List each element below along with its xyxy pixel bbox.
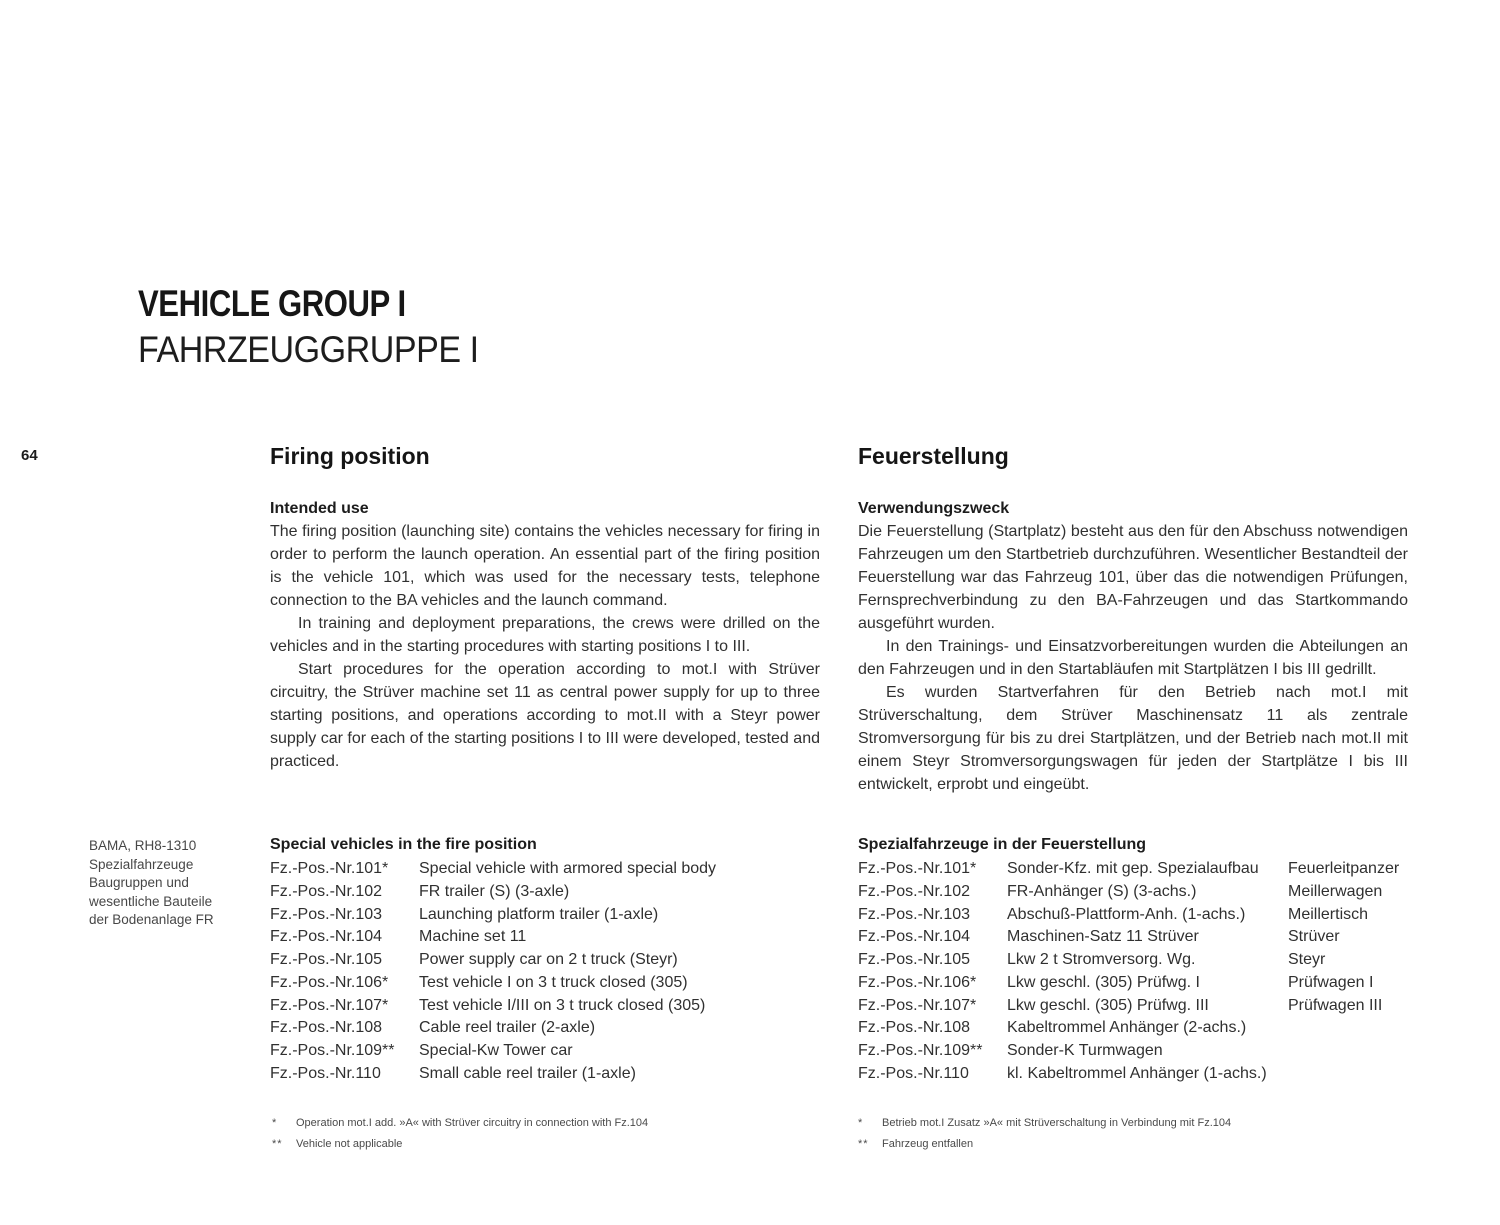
footnote-marker: ** [858, 1138, 869, 1150]
vehicle-description: Kabeltrommel Anhänger (2-achs.) [1007, 1019, 1247, 1037]
vehicle-common-name: Prüfwagen I [1288, 973, 1374, 991]
vehicle-position-number: Fz.-Pos.-Nr.109** [270, 1042, 395, 1059]
vehicle-common-name: Meillertisch [1288, 905, 1369, 923]
vehicle-description: FR trailer (S) (3-axle) [419, 882, 570, 900]
footnote-text: Fahrzeug entfallen [882, 1138, 974, 1150]
table-row [858, 858, 1418, 881]
section-heading-german: Feuerstellung [858, 443, 1009, 469]
vehicle-position-number: Fz.-Pos.-Nr.106* [270, 973, 389, 991]
page-title-english: VEHICLE GROUP I [138, 283, 406, 324]
vehicle-position-number: Fz.-Pos.-Nr.103 [858, 905, 971, 923]
footnote-text: Operation mot.I add. »A« with Strüver circuitry in connection with Fz.104 [296, 1117, 649, 1129]
table-row [858, 949, 1418, 972]
vehicle-position-number: Fz.-Pos.-Nr.102 [270, 882, 383, 900]
vehicle-position-number: Fz.-Pos.-Nr.107* [270, 996, 389, 1014]
vehicle-description: Power supply car on 2 t truck (Steyr) [419, 951, 678, 968]
vehicle-position-number: Fz.-Pos.-Nr.110 [858, 1064, 969, 1082]
table-row [270, 1063, 830, 1086]
archive-reference-line: Spezialfahrzeuge [89, 856, 194, 872]
page-title [138, 281, 508, 373]
vehicle-common-name: Feuerleitpanzer [1288, 860, 1400, 877]
footnote-marker: * [858, 1117, 864, 1129]
vehicle-position-number: Fz.-Pos.-Nr.106* [858, 973, 977, 991]
column-german [858, 443, 1408, 796]
vehicle-position-number: Fz.-Pos.-Nr.105 [858, 951, 971, 968]
table-row [270, 1040, 830, 1063]
table-row [858, 904, 1418, 927]
vehicle-description: Launching platform trailer (1-axle) [419, 905, 659, 923]
table-row [270, 858, 830, 881]
vehicle-list-english [270, 833, 830, 1086]
table-row [270, 1017, 830, 1040]
vehicle-position-number: Fz.-Pos.-Nr.110 [270, 1064, 381, 1082]
table-row [858, 1017, 1418, 1040]
archive-reference-line: der Bodenanlage FR [89, 912, 214, 928]
paragraph: The firing position (launching site) contains the vehicles necessary for firing in order to perform the launch operation. An essential part of the firing position is the vehicle 101, which was used for the necessary tests, telephone connection to the BA vehicles and the launch command. [270, 523, 820, 609]
vehicle-common-name: Meillerwagen [1288, 882, 1383, 900]
vehicle-description: Small cable reel trailer (1-axle) [419, 1064, 636, 1082]
section-heading-english: Firing position [270, 443, 430, 469]
archive-reference [89, 837, 264, 930]
vehicle-common-name: Strüver [1288, 928, 1340, 946]
paragraph: Die Feuerstellung (Startplatz) besteht aus den für den Abschuss notwendigen Fahrzeugen um den Startbetrieb durchzuführen. Wesentlicher Bestandteil der Feuerstellung war das Fahrzeug 101, über das die notwendigen Prüfungen, Fernsprechverbindung zu den BA-Fahrzeugen und das Startkommando ausgeführt wurden. [858, 523, 1408, 632]
paragraph: Es wurden Startverfahren für den Betrieb nach mot.I mit Strüverschaltung, dem Strüver Maschinensatz 11 als zentrale Stromversorgung für bis zu drei Startplätzen, und der Betrieb nach mot.II mit einem Steyr Stromversorgungswagen für jeden der Startplätze I bis III entwickelt, erprobt und eingeübt. [858, 684, 1408, 793]
vehicle-position-number: Fz.-Pos.-Nr.103 [270, 905, 383, 923]
vehicle-position-number: Fz.-Pos.-Nr.108 [270, 1019, 383, 1037]
subsection-heading-english: Intended use [270, 500, 369, 517]
vehicle-position-number: Fz.-Pos.-Nr.101* [270, 860, 389, 877]
page-number: 64 [21, 447, 38, 464]
vehicle-position-number: Fz.-Pos.-Nr.108 [858, 1019, 971, 1037]
vehicle-description: Lkw geschl. (305) Prüfwg. I [1007, 973, 1200, 991]
vehicle-position-number: Fz.-Pos.-Nr.102 [858, 882, 971, 900]
vehicle-description: Abschuß-Plattform-Anh. (1-achs.) [1007, 905, 1246, 923]
archive-reference-line: wesentliche Bauteile [89, 893, 213, 909]
vehicle-description: Machine set 11 [419, 928, 527, 946]
vehicle-common-name [1288, 1063, 1418, 1086]
vehicle-common-name [1288, 1040, 1418, 1063]
vehicle-description: FR-Anhänger (S) (3-achs.) [1007, 882, 1197, 900]
table-row [858, 995, 1418, 1018]
footnote-text: Betrieb mot.I Zusatz »A« mit Strüverschaltung in Verbindung mit Fz.104 [882, 1117, 1232, 1129]
vehicle-description: Maschinen-Satz 11 Strüver [1007, 928, 1199, 946]
vehicle-list-german [858, 833, 1418, 1086]
table-row [858, 881, 1418, 904]
vehicle-common-name: Prüfwagen III [1288, 996, 1383, 1014]
footnote [272, 1134, 832, 1155]
table-row [858, 926, 1418, 949]
vehicle-position-number: Fz.-Pos.-Nr.109** [858, 1042, 983, 1059]
column-english [270, 443, 820, 773]
vehicle-common-name [1288, 1017, 1418, 1040]
vehicle-description: Special-Kw Tower car [419, 1042, 573, 1059]
archive-reference-line: Baugruppen und [89, 875, 189, 891]
footnote-marker: * [272, 1117, 278, 1129]
vehicle-description: Sonder-K Turmwagen [1007, 1042, 1163, 1059]
vehicle-position-number: Fz.-Pos.-Nr.104 [270, 928, 383, 946]
body-text-german [858, 497, 1408, 796]
table-row [270, 881, 830, 904]
table-row [858, 1063, 1418, 1086]
table-row [858, 1040, 1418, 1063]
paragraph: In training and deployment preparations, the crews were drilled on the vehicles and in the starting procedures with starting positions I to III. [270, 615, 820, 655]
table-row [270, 949, 830, 972]
vehicle-common-name: Steyr [1288, 951, 1326, 968]
table-row [270, 926, 830, 949]
subsection-heading-german: Verwendungszweck [858, 500, 1010, 517]
table-row [270, 995, 830, 1018]
vehicle-position-number: Fz.-Pos.-Nr.101* [858, 860, 977, 877]
vehicle-description: Sonder-Kfz. mit gep. Spezialaufbau [1007, 860, 1259, 877]
vehicle-position-number: Fz.-Pos.-Nr.105 [270, 951, 383, 968]
footnotes-english [272, 1113, 832, 1155]
paragraph: In den Trainings- und Einsatzvorbereitungen wurden die Abteilungen an den Fahrzeugen und in den Startabläufen mit Startplätzen I bis III gedrillt. [858, 638, 1408, 678]
footnotes-german [858, 1113, 1418, 1155]
vehicle-description: Lkw 2 t Stromversorg. Wg. [1007, 951, 1196, 968]
footnote [858, 1113, 1418, 1134]
vehicle-description: Lkw geschl. (305) Prüfwg. III [1007, 996, 1209, 1014]
vehicle-description: Test vehicle I on 3 t truck closed (305) [419, 973, 688, 991]
vehicle-list-heading-german: Spezialfahrzeuge in der Feuerstellung [858, 836, 1147, 853]
table-row [858, 972, 1418, 995]
paragraph: Start procedures for the operation according to mot.I with Strüver circuitry, the Strüver machine set 11 as central power supply for up to three starting positions, and operations according to mot.II with a Steyr power supply car for each of the starting positions I to III were developed, tested and practiced. [270, 661, 820, 770]
vehicle-position-number: Fz.-Pos.-Nr.104 [858, 928, 971, 946]
footnote [858, 1134, 1418, 1155]
page-title-german: FAHRZEUGGRUPPE I [138, 329, 479, 370]
footnote-text: Vehicle not applicable [296, 1138, 403, 1150]
footnote [272, 1113, 832, 1134]
table-row [270, 904, 830, 927]
vehicle-description: Cable reel trailer (2-axle) [419, 1019, 596, 1037]
vehicle-position-number: Fz.-Pos.-Nr.107* [858, 996, 977, 1014]
vehicle-description: Special vehicle with armored special body [419, 860, 717, 877]
table-row [270, 972, 830, 995]
body-text-english [270, 497, 820, 773]
footnote-marker: ** [272, 1138, 283, 1150]
vehicle-list-heading-english: Special vehicles in the fire position [270, 836, 537, 853]
vehicle-description: Test vehicle I/III on 3 t truck closed (305) [419, 996, 706, 1014]
archive-reference-line: BAMA, RH8-1310 [89, 838, 197, 853]
vehicle-description: kl. Kabeltrommel Anhänger (1-achs.) [1007, 1064, 1267, 1082]
